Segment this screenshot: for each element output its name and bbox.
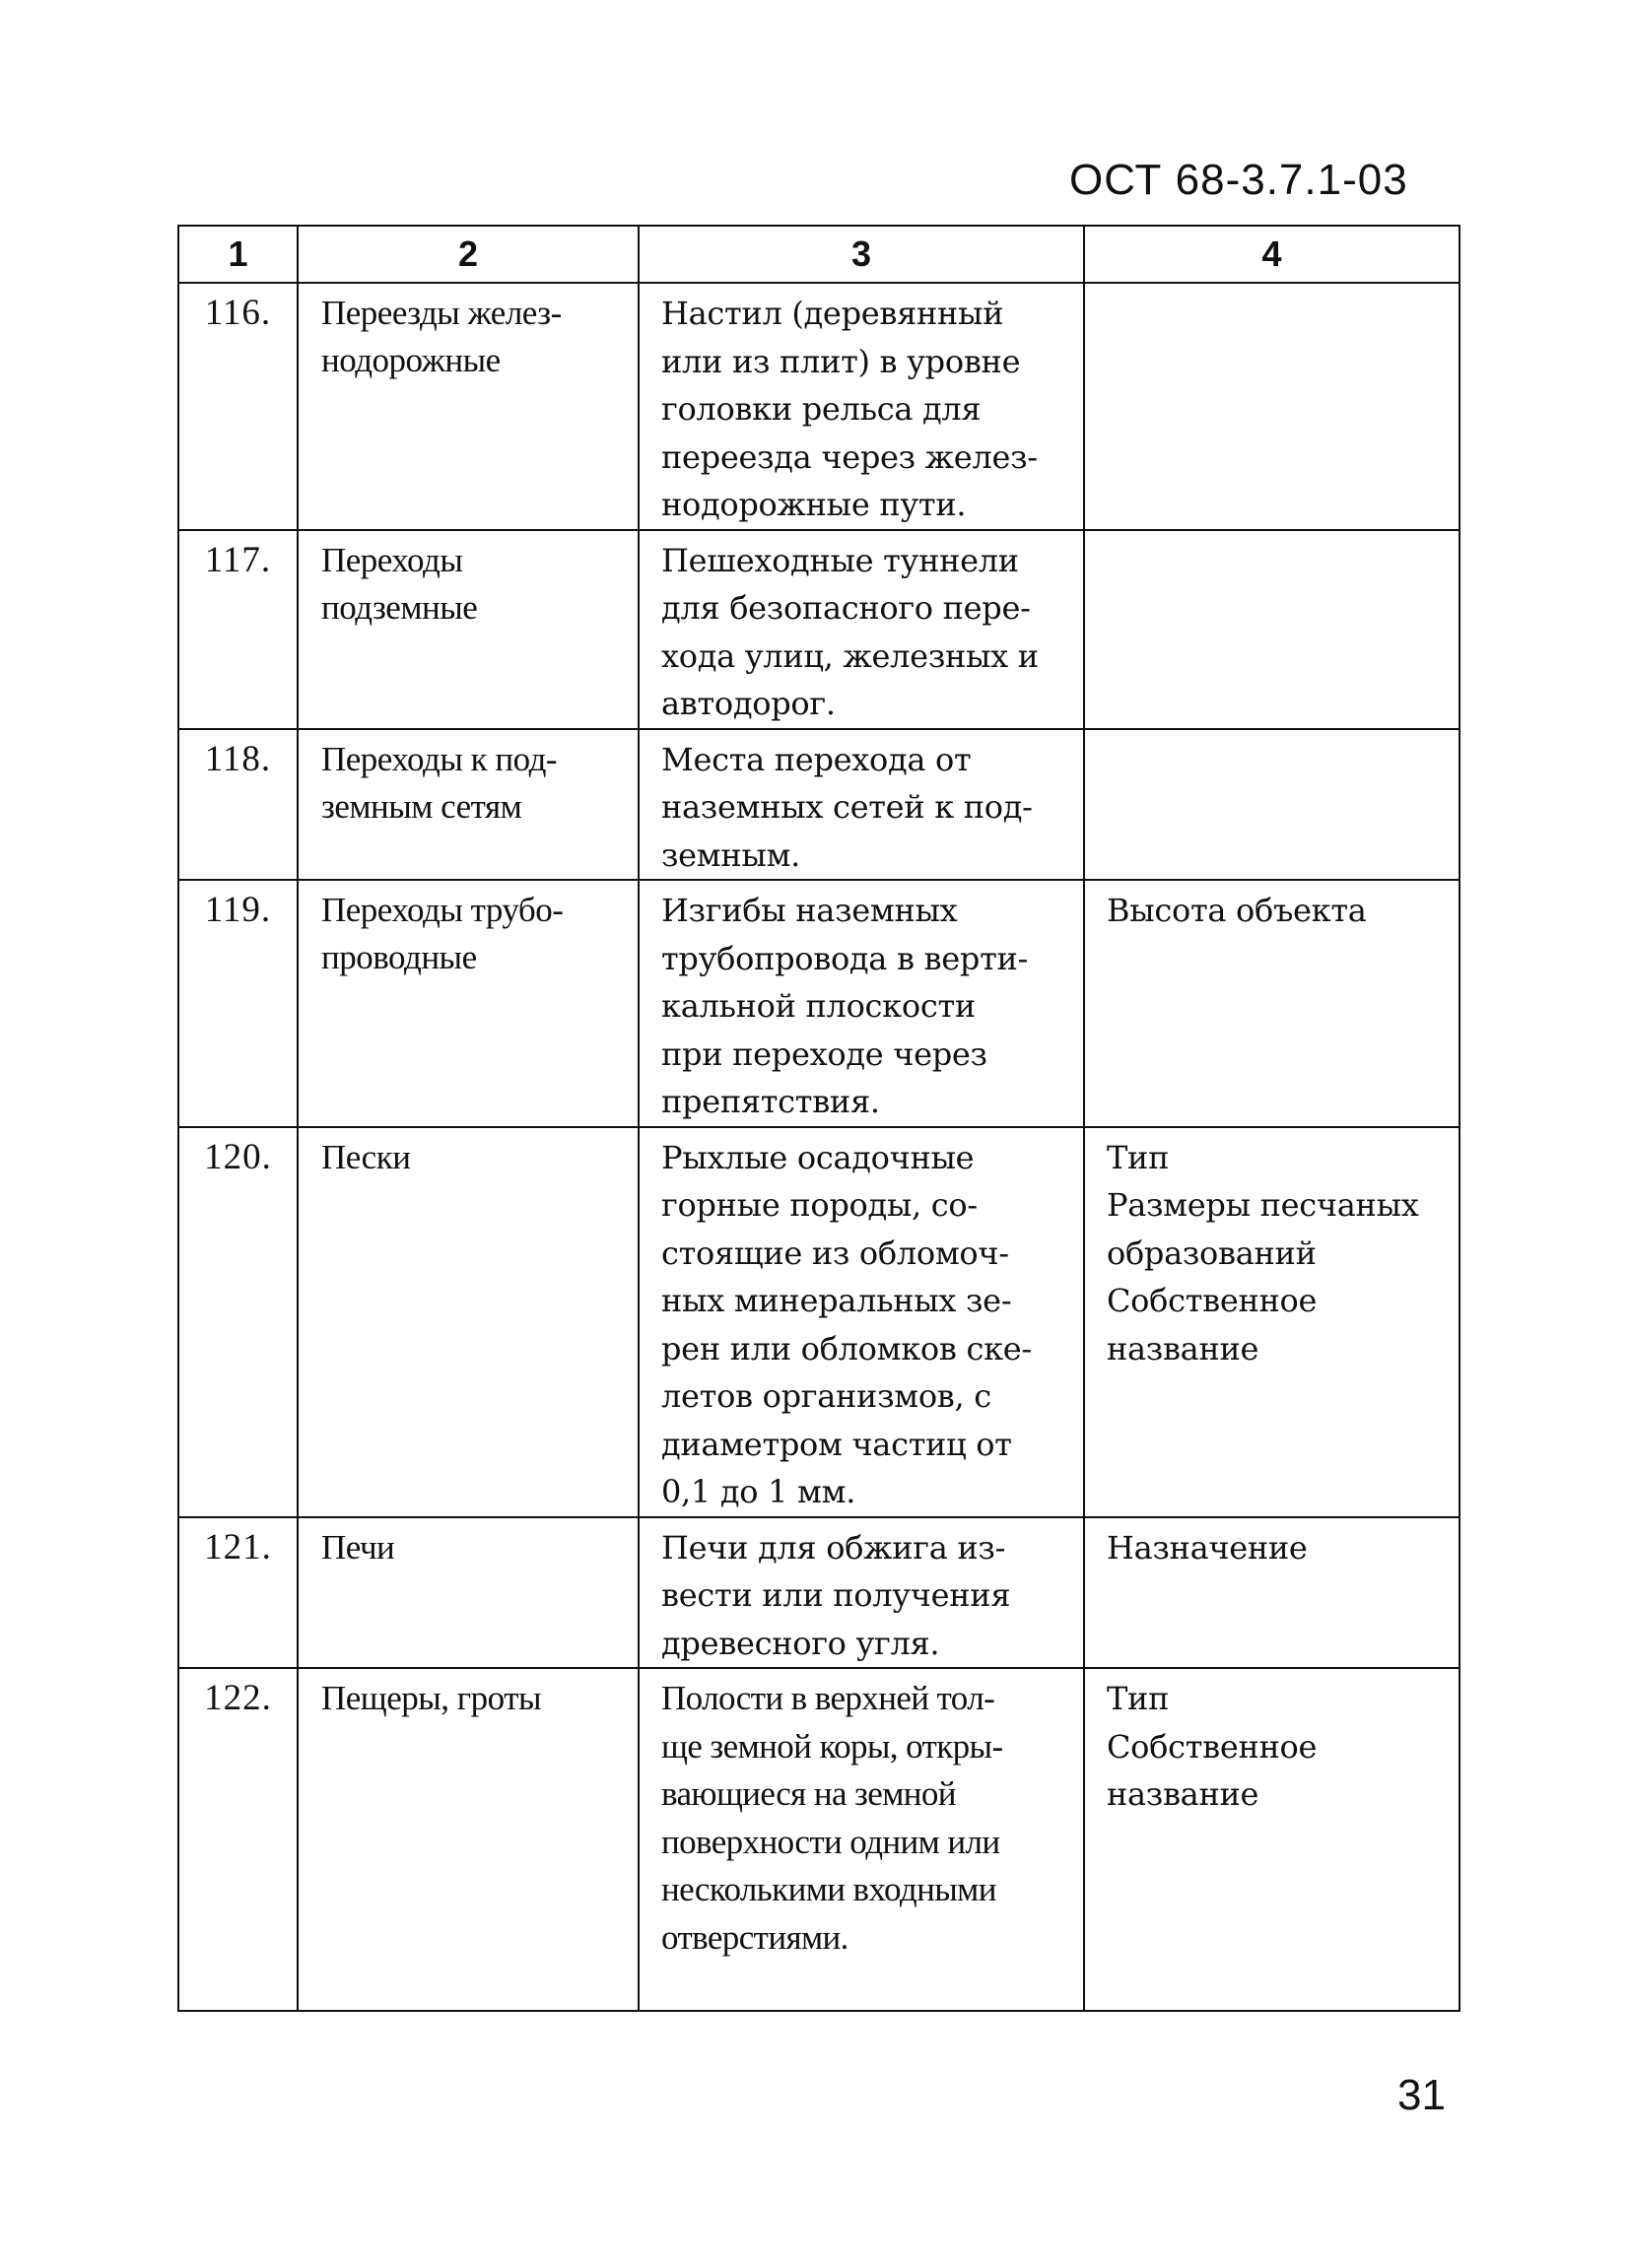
description-line: головки рельса для (661, 390, 982, 428)
term-cell (298, 283, 639, 530)
term-line: проводные (321, 938, 477, 976)
description-cell (639, 283, 1084, 530)
row-number-cell (178, 880, 298, 1127)
description-line: ще земной коры, откры- (661, 1726, 1003, 1766)
attributes-text (1085, 1518, 1459, 1572)
term-line: Печи (321, 1527, 395, 1567)
description-line: древесного угля. (661, 1624, 940, 1662)
term-line: подземные (321, 587, 478, 627)
attributes-cell (1084, 729, 1459, 881)
description-line: или из плит) в уровне (661, 342, 1021, 380)
attributes-text (1085, 881, 1459, 935)
description-line: горные породы, со- (661, 1186, 978, 1224)
row-number: 117. (204, 539, 272, 580)
attribute-line: название (1107, 1775, 1259, 1813)
row-number-cell (178, 530, 298, 729)
term-text (299, 531, 638, 632)
description-line: отверстиями. (661, 1917, 848, 1957)
attributes-text (1085, 1128, 1459, 1373)
term-text (299, 1669, 638, 1722)
description-line: Печи для обжига из- (661, 1528, 1006, 1567)
description-line: поверхности одним или (661, 1822, 1000, 1861)
term-line: нодорожные (321, 341, 501, 379)
description-text (640, 1128, 1083, 1516)
attribute-line: Тип (1107, 1680, 1170, 1717)
description-text (640, 1518, 1083, 1668)
description-line: рен или обломков ске- (661, 1329, 1032, 1367)
description-text (640, 730, 1083, 880)
description-line: 0,1 до 1 мм. (661, 1473, 856, 1510)
description-line: при переходе через (661, 1034, 987, 1073)
description-cell (639, 729, 1084, 881)
row-number-cell (178, 283, 298, 530)
description-line: земным. (661, 835, 801, 874)
attributes-cell (1084, 283, 1459, 530)
table-row (178, 880, 1459, 1127)
column-header-1: 1 (178, 226, 298, 283)
table-row (178, 729, 1459, 881)
description-line: вести или получения (661, 1576, 1011, 1614)
description-cell (639, 1668, 1084, 2011)
attributes-cell (1084, 1127, 1459, 1517)
term-line: Переходы (321, 540, 463, 579)
terms-table (177, 225, 1460, 2012)
description-line: Места перехода от (661, 740, 972, 778)
description-text (640, 531, 1083, 728)
description-line: Настил (деревянный (661, 295, 1004, 332)
row-number: 116. (204, 293, 272, 333)
description-line: вающиеся на земной (661, 1774, 956, 1813)
attribute-line: образований (1107, 1234, 1317, 1272)
description-line: для безопасного пере- (661, 589, 1031, 627)
term-text (299, 881, 638, 981)
table-row (178, 283, 1459, 530)
description-line: ных минеральных зе- (661, 1282, 1012, 1319)
description-cell (639, 880, 1084, 1127)
table-row (178, 1517, 1459, 1669)
description-line: летов организмов, с (661, 1377, 991, 1415)
term-text (299, 1128, 638, 1181)
attributes-text (1085, 1669, 1459, 1819)
row-number-cell (178, 1517, 298, 1669)
row-number: 121. (204, 1526, 272, 1568)
description-line: стоящие из обломоч- (661, 1234, 1009, 1272)
description-line: наземных сетей к под- (661, 788, 1033, 826)
description-line: Рыхлые осадочные (661, 1138, 975, 1176)
column-header-3: 3 (639, 226, 1084, 283)
description-text (640, 1669, 1083, 1962)
term-cell (298, 1127, 639, 1517)
table-row (178, 530, 1459, 729)
description-line: диаметром частиц от (661, 1425, 1012, 1463)
term-line: Переезды желез- (321, 294, 562, 332)
description-cell (639, 1127, 1084, 1517)
term-cell (298, 729, 639, 881)
description-line: Пешеходные туннели (661, 541, 1019, 579)
table-row (178, 1127, 1459, 1517)
description-line: хода улиц, железных и (661, 636, 1039, 675)
term-line: Пещеры, гроты (321, 1679, 542, 1717)
description-text (640, 881, 1083, 1126)
row-number-cell (178, 729, 298, 881)
description-line: нодорожные пути. (661, 486, 967, 523)
attribute-line: Назначение (1107, 1528, 1308, 1567)
description-text (640, 284, 1083, 529)
description-line: Полости в верхней тол- (661, 1679, 995, 1717)
term-cell (298, 1517, 639, 1669)
attribute-line: название (1107, 1329, 1259, 1367)
attributes-cell (1084, 1668, 1459, 2011)
term-cell (298, 880, 639, 1127)
attributes-cell (1084, 1517, 1459, 1669)
row-number-cell (178, 1668, 298, 2011)
description-cell (639, 530, 1084, 729)
column-header-2: 2 (298, 226, 639, 283)
description-line: несколькими входными (661, 1870, 996, 1908)
description-cell (639, 1517, 1084, 1669)
attribute-line: Тип (1107, 1138, 1170, 1176)
term-text (299, 1518, 638, 1571)
term-text (299, 284, 638, 384)
term-line: Переходы к под- (321, 739, 558, 778)
attribute-line: Собственное (1107, 1727, 1318, 1766)
attributes-cell (1084, 530, 1459, 729)
row-number: 120. (204, 1136, 272, 1177)
attribute-line: Собственное (1107, 1282, 1318, 1319)
attributes-cell (1084, 880, 1459, 1127)
term-text (299, 730, 638, 831)
row-number: 118. (204, 738, 272, 779)
row-number: 119. (204, 890, 272, 930)
description-line: автодорог. (661, 685, 836, 722)
description-line: трубопровода в верти- (661, 939, 1029, 977)
column-header-4: 4 (1084, 226, 1459, 283)
description-line: кальной плоскости (661, 987, 976, 1025)
term-line: Пески (321, 1137, 411, 1176)
description-line: препятствия. (661, 1083, 880, 1120)
term-line: земным сетям (321, 786, 522, 826)
row-number-cell (178, 1127, 298, 1517)
table-row (178, 1668, 1459, 2011)
description-line: переезда через желез- (661, 437, 1038, 476)
description-line: Изгибы наземных (661, 892, 958, 929)
document-code: ОСТ 68-3.7.1-03 (1069, 156, 1408, 204)
attribute-line: Размеры песчаных (1107, 1186, 1419, 1224)
attribute-line: Высота объекта (1107, 892, 1367, 929)
row-number: 122. (204, 1678, 272, 1718)
term-cell (298, 1668, 639, 2011)
term-cell (298, 530, 639, 729)
page-number: 31 (1397, 2071, 1446, 2119)
table-header-row (178, 226, 1459, 283)
term-line: Переходы трубо- (321, 891, 564, 929)
